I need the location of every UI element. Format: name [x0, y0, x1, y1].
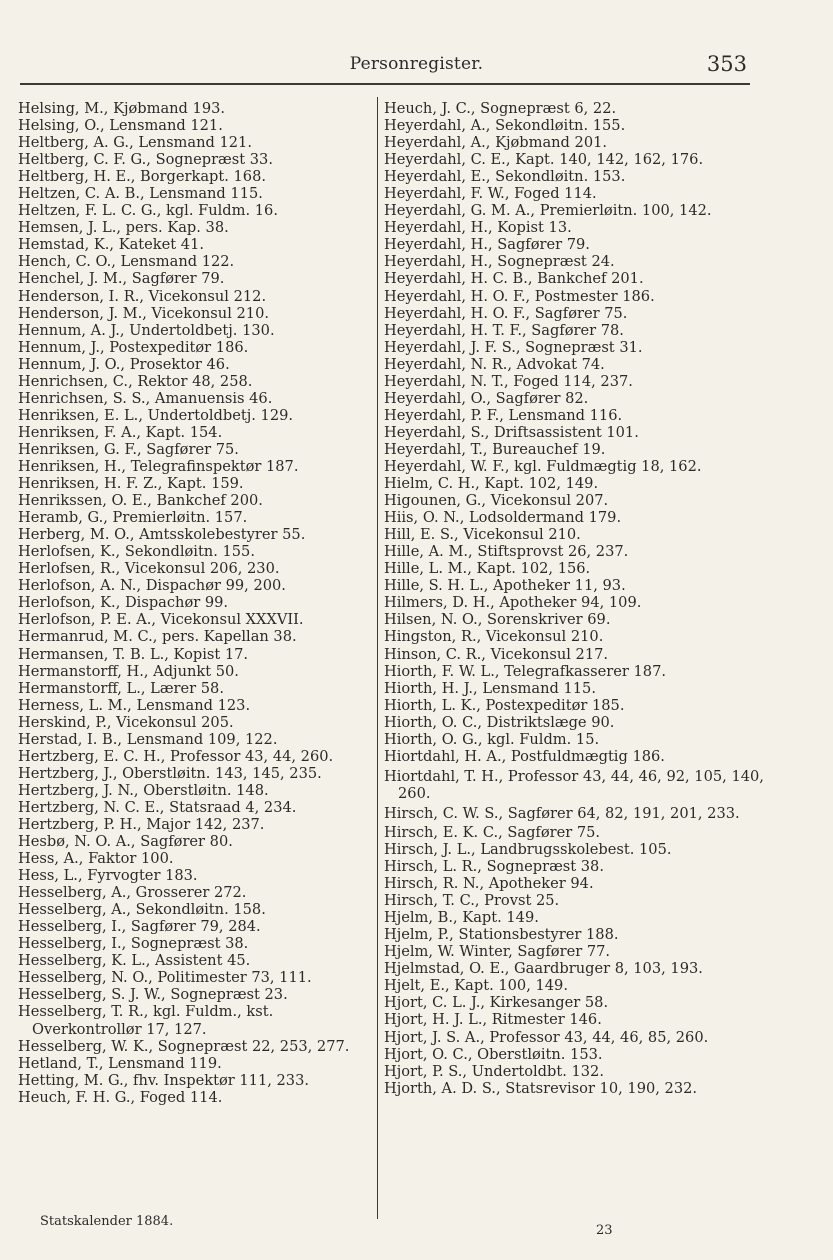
page-number: 353 [706, 52, 747, 76]
register-entry: Hiorth, F. W. L., Telegrafkasserer 187. [384, 662, 667, 680]
register-entry: Heyerdahl, G. M. A., Premierløitn. 100, 142. [384, 202, 712, 220]
register-entry: Hingston, R., Vicekonsul 210. [384, 628, 604, 646]
register-entry: Hess, A., Faktor 100. [18, 850, 174, 868]
register-entry: Hill, E. S., Vicekonsul 210. [384, 526, 581, 544]
register-entry: Hirsch, E. K. C., Sagfører 75. [384, 823, 601, 841]
register-entry: Hesselberg, N. O., Politimester 73, 111. [18, 969, 312, 987]
register-entry: Herlofson, P. E. A., Vicekonsul XXXVII. [18, 611, 304, 629]
register-entry: Hilsen, N. O., Sorenskriver 69. [384, 611, 611, 629]
register-entry: Heyerdahl, S., Driftsassistent 101. [384, 423, 639, 441]
register-entry: Hermanstorff, L., Lærer 58. [18, 679, 224, 697]
register-entry: Hille, A. M., Stiftsprovst 26, 237. [384, 543, 629, 561]
register-entry: Helsing, M., Kjøbmand 193. [18, 100, 226, 117]
register-entry: Hennum, J., Postexpeditør 186. [18, 338, 249, 356]
register-entry: Hetting, M. G., fhv. Inspektør 111, 233. [18, 1071, 310, 1089]
register-entry: Herlofson, A. N., Dispachør 99, 200. [18, 577, 286, 595]
register-entry: Heyerdahl, A., Sekondløitn. 155. [384, 117, 626, 135]
register-entry: Henriksen, H. F. Z., Kapt. 159. [18, 475, 244, 493]
register-entry: Hille, S. H. L., Apotheker 11, 93. [384, 577, 626, 595]
register-entry: Hesselberg, I., Sognepræst 38. [18, 935, 249, 953]
register-entry: Hirsch, J. L., Landbrugsskolebest. 105. [384, 841, 672, 859]
register-entry: Heyerdahl, A., Kjøbmand 201. [384, 134, 608, 152]
register-entry: Heyerdahl, N. R., Advokat 74. [384, 355, 605, 373]
register-entry: Hjorth, A. D. S., Statsrevisor 10, 190, 232. [384, 1079, 698, 1097]
register-entry: Higounen, G., Vicekonsul 207. [384, 492, 609, 510]
register-entry: Hiorth, L. K., Postexpeditør 185. [384, 696, 625, 714]
register-entry: Heltzen, C. A. B., Lensmand 115. [18, 185, 263, 203]
column-divider [377, 97, 378, 1219]
register-entry: Heyerdahl, H. O. F., Sagfører 75. [384, 304, 628, 322]
register-entry: Heyerdahl, J. F. S., Sognepræst 31. [384, 338, 643, 356]
register-entry: Herlofsen, K., Sekondløitn. 155. [18, 543, 255, 561]
register-entry: Herstad, I. B., Lensmand 109, 122. [18, 730, 278, 748]
register-entry: Herberg, M. O., Amtsskolebestyrer 55. [18, 526, 306, 544]
register-entry: Heyerdahl, H., Sognepræst 24. [384, 253, 615, 271]
register-entry: Hiortdahl, H. A., Postfuldmægtig 186. [384, 747, 665, 765]
register-entry: Hiorth, H. J., Lensmand 115. [384, 679, 596, 697]
register-entry: Hesselberg, K. L., Assistent 45. [18, 952, 251, 970]
register-entry: Heltzen, F. L. C. G., kgl. Fuldm. 16. [18, 202, 278, 220]
register-entry: Henderson, I. R., Vicekonsul 212. [18, 287, 267, 305]
register-entry: Hemsen, J. L., pers. Kap. 38. [18, 219, 229, 237]
register-entry: Hesselberg, W. K., Sognepræst 22, 253, 277. [18, 1037, 350, 1055]
register-entry: Hiis, O. N., Lodsoldermand 179. [384, 509, 622, 527]
register-entry: Hirsch, R. N., Apotheker 94. [384, 875, 594, 893]
register-entry: Hemstad, K., Kateket 41. [18, 236, 204, 254]
register-entry: Heramb, G., Premierløitn. 157. [18, 509, 248, 527]
register-entry: Hesselberg, S. J. W., Sognepræst 23. [18, 986, 288, 1004]
register-entry: Hinson, C. R., Vicekonsul 217. [384, 645, 609, 663]
register-entry: Hertzberg, P. H., Major 142, 237. [18, 815, 265, 833]
register-entry: Helsing, O., Lensmand 121. [18, 117, 223, 135]
register-entry: Henrikssen, O. E., Bankchef 200. [18, 492, 263, 510]
register-entry: Hermanstorff, H., Adjunkt 50. [18, 662, 239, 680]
register-entry: Hjort, O. C., Oberstløitn. 153. [384, 1045, 603, 1063]
header-rule [20, 83, 750, 85]
register-entry: Hirsch, T. C., Provst 25. [384, 892, 560, 910]
register-entry: Henriksen, H., Telegrafinspektør 187. [18, 457, 299, 475]
register-entry: Hiorth, O. G., kgl. Fuldm. 15. [384, 730, 600, 748]
register-entry: Henchel, J. M., Sagfører 79. [18, 270, 225, 288]
register-entry: Henrichsen, C., Rektor 48, 258. [18, 372, 253, 390]
register-entry: Heuch, F. H. G., Foged 114. [18, 1088, 223, 1106]
register-entry: Heyerdahl, W. F., kgl. Fuldmægtig 18, 162. [384, 457, 702, 475]
register-entry: Hjelm, B., Kapt. 149. [384, 909, 539, 927]
register-entry: Hetland, T., Lensmand 119. [18, 1054, 222, 1072]
register-entry: Hertzberg, E. C. H., Professor 43, 44, 260. [18, 747, 334, 765]
register-entry: Heyerdahl, H., Kopist 13. [384, 219, 572, 237]
register-entry: Hesselberg, A., Sekondløitn. 158. [18, 901, 266, 919]
register-entry: Hielm, C. H., Kapt. 102, 149. [384, 475, 599, 493]
register-entry: Hiorth, O. C., Distriktslæge 90. [384, 713, 615, 731]
register-entry: Hesselberg, I., Sagfører 79, 284. [18, 918, 261, 936]
register-entry: Hesselberg, A., Grosserer 272. [18, 884, 247, 902]
footer-imprint: Statskalender 1884. [40, 1214, 174, 1229]
register-entry: Hermansen, T. B. L., Kopist 17. [18, 645, 249, 663]
register-entry: Hjelm, W. Winter, Sagfører 77. [384, 943, 611, 961]
register-entry: Heltberg, H. E., Borgerkapt. 168. [18, 168, 267, 186]
register-entry: Henrichsen, S. S., Amanuensis 46. [18, 389, 273, 407]
register-entry: Heyerdahl, C. E., Kapt. 140, 142, 162, 176. [384, 151, 704, 169]
register-entry: Hjort, P. S., Undertoldbt. 132. [384, 1062, 604, 1080]
register-entry: Hiortdahl, T. H., Professor 43, 44, 46, 92, 105, 140, 260. [384, 767, 764, 802]
register-entry: Heyerdahl, N. T., Foged 114, 237. [384, 372, 633, 390]
register-entry: Heyerdahl, F. W., Foged 114. [384, 185, 597, 203]
register-entry: Henriksen, E. L., Undertoldbetj. 129. [18, 406, 294, 424]
register-entry: Heyerdahl, T., Bureauchef 19. [384, 440, 606, 458]
register-entry: Hench, C. O., Lensmand 122. [18, 253, 235, 271]
register-entry: Heyerdahl, P. F., Lensmand 116. [384, 406, 623, 424]
register-entry: Hilmers, D. H., Apotheker 94, 109. [384, 594, 642, 612]
register-entry: Hertzberg, J. N., Oberstløitn. 148. [18, 781, 269, 799]
register-entry: Hennum, A. J., Undertoldbetj. 130. [18, 321, 275, 339]
register-entry: Herlofsen, R., Vicekonsul 206, 230. [18, 560, 280, 578]
left-column [18, 100, 374, 1106]
register-entry: Hesbø, N. O. A., Sagfører 80. [18, 833, 233, 851]
register-entry: Hjort, H. J. L., Ritmester 146. [384, 1011, 602, 1029]
signature-mark: 23 [596, 1223, 613, 1238]
register-entry: Hess, L., Fyrvogter 183. [18, 867, 198, 885]
register-entry: Heyerdahl, E., Sekondløitn. 153. [384, 168, 626, 186]
page-title: Personregister. [349, 54, 484, 74]
register-entry: Hermanrud, M. C., pers. Kapellan 38. [18, 628, 297, 646]
register-entry: Hjelt, E., Kapt. 100, 149. [384, 977, 568, 995]
register-entry: Hirsch, L. R., Sognepræst 38. [384, 858, 604, 876]
register-entry: Heltberg, A. G., Lensmand 121. [18, 134, 252, 152]
register-entry: Hertzberg, N. C. E., Statsraad 4, 234. [18, 798, 297, 816]
register-entry: Heltberg, C. F. G., Sognepræst 33. [18, 151, 273, 169]
register-entry: Hjelmstad, O. E., Gaardbruger 8, 103, 193. [384, 960, 703, 978]
register-entry: Hirsch, C. W. S., Sagfører 64, 82, 191, 201, 233. [384, 804, 740, 822]
register-entry: Hjelm, P., Stationsbestyrer 188. [384, 926, 619, 944]
register-entry: Hertzberg, J., Oberstløitn. 143, 145, 235. [18, 764, 322, 782]
register-entry: Henriksen, G. F., Sagfører 75. [18, 440, 239, 458]
register-entry: Hesselberg, T. R., kgl. Fuldm., kst. Overkontrollør 17, 127. [18, 1003, 274, 1038]
register-entry: Hjort, J. S. A., Professor 43, 44, 46, 85, 260. [384, 1028, 709, 1046]
register-entry: Herskind, P., Vicekonsul 205. [18, 713, 234, 731]
register-entry: Heyerdahl, H., Sagfører 79. [384, 236, 590, 254]
register-entry: Hennum, J. O., Prosektor 46. [18, 355, 230, 373]
register-entry: Henderson, J. M., Vicekonsul 210. [18, 304, 270, 322]
register-entry: Heuch, J. C., Sognepræst 6, 22. [384, 100, 617, 117]
right-column [384, 100, 764, 1097]
register-entry: Herness, L. M., Lensmand 123. [18, 696, 251, 714]
register-entry: Henriksen, F. A., Kapt. 154. [18, 423, 223, 441]
register-entry: Heyerdahl, H. T. F., Sagfører 78. [384, 321, 624, 339]
register-entry: Herlofson, K., Dispachør 99. [18, 594, 229, 612]
register-entry: Hille, L. M., Kapt. 102, 156. [384, 560, 591, 578]
register-entry: Hjort, C. L. J., Kirkesanger 58. [384, 994, 609, 1012]
register-entry: Heyerdahl, H. C. B., Bankchef 201. [384, 270, 644, 288]
register-entry: Heyerdahl, H. O. F., Postmester 186. [384, 287, 655, 305]
register-entry: Heyerdahl, O., Sagfører 82. [384, 389, 589, 407]
